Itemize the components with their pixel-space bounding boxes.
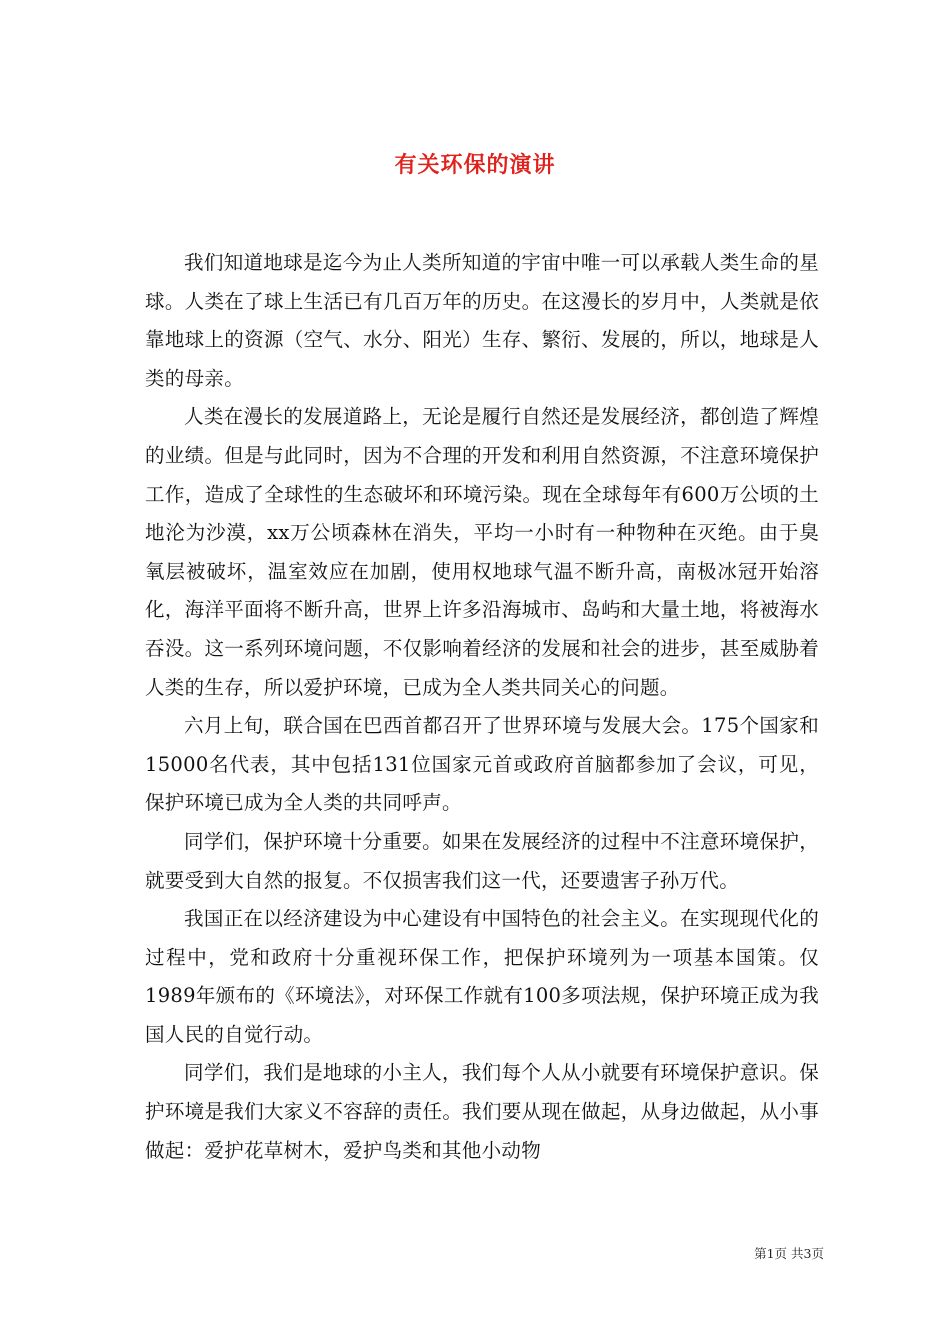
paragraph-5: 我国正在以经济建设为中心建设有中国特色的社会主义。在实现现代化的过程中，党和政府十分重视环保工作，把保护环境列为一项基本国策。仅1989年颁布的《环境法》，对环保工作就有100多项法规，保护环境正成为我国人民的自觉行动。 — [145, 907, 819, 1046]
paragraph-4: 同学们，保护环境十分重要。如果在发展经济的过程中不注意环境保护，就要受到大自然的报复。不仅损害我们这一代，还要遗害子孙万代。 — [145, 829, 819, 892]
document-body — [145, 244, 819, 1170]
page-title: 有关环保的演讲 — [394, 151, 556, 178]
paragraph-6: 同学们，我们是地球的小主人，我们每个人从小就要有环境保护意识。保护环境是我们大家义不容辞的责任。我们要从现在做起，从身边做起，从小事做起：爱护花草树木，爱护鸟类和其他小动物 — [145, 1061, 819, 1162]
page-number: 第1页 共3页 — [754, 1246, 824, 1261]
paragraph-1: 我们知道地球是迄今为止人类所知道的宇宙中唯一可以承载人类生命的星球。人类在了球上生活已有几百万年的历史。在这漫长的岁月中，人类就是依靠地球上的资源（空气、水分、阳光）生存、繁衍、发展的，所以，地球是人类的母亲。 — [145, 251, 819, 390]
paragraph-3: 六月上旬，联合国在巴西首都召开了世界环境与发展大会。175个国家和15000名代表，其中包括131位国家元首或政府首脑都参加了会议，可见，保护环境已成为全人类的共同呼声。 — [145, 714, 819, 815]
paragraph-2: 人类在漫长的发展道路上，无论是履行自然还是发展经济，都创造了辉煌的业绩。但是与此同时，因为不合理的开发和利用自然资源，不注意环境保护工作，造成了全球性的生态破坏和环境污染。现在全球每年有600万公顷的土地沦为沙漠，xx万公顷森林在消失，平均一小时有一种物种在灭绝。由于臭氧层被破坏，温室效应在加剧，使用权地球气温不断升高，南极冰冠开始溶化，海洋平面将不断升高，世界上许多沿海城市、岛屿和大量土地，将被海水吞没。这一系列环境问题，不仅影响着经济的发展和社会的进步，甚至威胁着人类的生存，所以爱护环境，已成为全人类共同关心的问题。 — [145, 405, 819, 699]
